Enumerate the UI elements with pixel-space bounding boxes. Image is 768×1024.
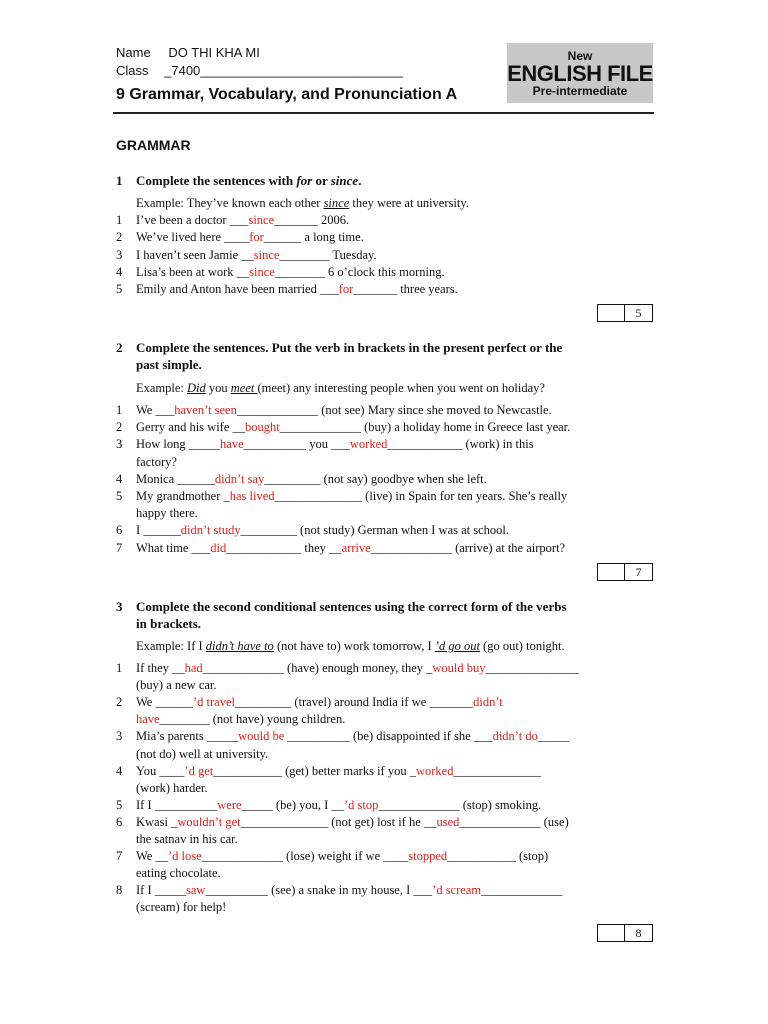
item-text-part: Mia’s parents _____: [136, 729, 239, 744]
q3-item-4: [116, 763, 656, 780]
item-text: [136, 831, 238, 848]
item-number: 2: [116, 695, 123, 710]
q2-item-2: [116, 419, 656, 436]
english-file-logo: [507, 43, 653, 103]
answer-input[interactable]: ’d get: [184, 763, 214, 778]
q1-number: 1: [116, 173, 123, 188]
item-text: [136, 728, 569, 745]
item-text: [136, 882, 562, 899]
q3-item-2: [116, 694, 656, 711]
logo-new: New: [567, 49, 593, 63]
q2-item-6: [116, 522, 656, 539]
q3-item-3-cont: [116, 746, 656, 763]
item-text-part: eating chocolate.: [136, 866, 221, 881]
item-text-part: the satnav in his car.: [136, 832, 238, 846]
item-text: [136, 281, 458, 298]
q2-item-5-cont: [136, 505, 198, 522]
item-text: [136, 212, 349, 229]
q3-heading: 3 Complete the second conditional sentences using the correct form of the verbs in brackets.: [116, 599, 567, 631]
item-text-part: _____________ (not see) Mary since she moved to Newcastle.: [236, 403, 552, 417]
item-text-part: _____________ (arrive) at the airport?: [370, 540, 566, 555]
item-text: [136, 780, 208, 797]
item-text: [136, 711, 345, 728]
item-number: 3: [116, 437, 123, 452]
answer-input[interactable]: have: [136, 712, 160, 727]
answer-input[interactable]: for: [338, 282, 354, 297]
answer-input[interactable]: didn’t: [473, 695, 503, 710]
item-text-part: ______________ (not get) lost if he __: [240, 814, 437, 829]
answer-input[interactable]: for: [249, 230, 264, 245]
q3-item-8: [116, 882, 656, 899]
item-text-part: _____________ (use): [459, 814, 569, 829]
page-title: 9 Grammar, Vocabulary, and Pronunciation A: [116, 86, 458, 103]
item-text-part: Gerry and his wife __: [136, 420, 245, 435]
item-text-part: __________ you ___: [243, 437, 350, 452]
item-number: 8: [116, 883, 123, 898]
item-text: [136, 436, 534, 453]
q3-item-5: [116, 797, 656, 814]
q1-item-4: [116, 264, 656, 281]
answer-input[interactable]: since: [253, 247, 280, 262]
answer-input[interactable]: worked: [349, 437, 388, 452]
item-text-part: __________ (see) a snake in my house, I ___: [205, 883, 433, 898]
item-number: 4: [116, 471, 123, 486]
item-text: [136, 471, 487, 488]
item-text: [136, 677, 217, 694]
logo-sub: Pre-intermediate: [532, 84, 628, 98]
item-text: [136, 899, 226, 916]
item-text-part: ______________: [453, 763, 541, 778]
answer-input[interactable]: did: [210, 540, 227, 555]
q3-item-4-cont: [116, 780, 656, 797]
q1-item-2: [116, 229, 656, 246]
item-text-part: _____: [537, 729, 570, 744]
answer-input[interactable]: ’d scream: [432, 883, 482, 898]
item-text-part: _____________ (have) enough money, they _: [202, 661, 433, 675]
item-text: [136, 522, 509, 539]
item-text-part: I haven’t seen Jamie __: [136, 247, 254, 262]
item-text-part: _________ (not say) goodbye when she left.: [264, 471, 487, 486]
answer-input[interactable]: didn’t study: [180, 523, 241, 538]
item-text-part: You ____: [136, 763, 185, 778]
item-text-part: Monica ______: [136, 471, 215, 486]
item-text: [136, 763, 541, 780]
item-text-part: We __: [136, 849, 168, 864]
q3-item-1-cont: [116, 677, 656, 694]
item-number: 3: [116, 247, 123, 262]
item-text-part: (scream) for help!: [136, 900, 227, 915]
item-number: 4: [116, 264, 123, 279]
answer-input[interactable]: didn’t say: [214, 471, 265, 486]
item-number: 2: [116, 420, 123, 435]
item-text: [136, 814, 569, 831]
item-text: [136, 540, 565, 557]
answer-input[interactable]: didn’t do: [492, 729, 538, 744]
item-text-part: _______ three years.: [353, 282, 458, 297]
item-text-part: We ______: [136, 695, 193, 710]
item-text-part: (buy) a new car.: [136, 678, 217, 693]
name-label: Name: [116, 45, 151, 60]
item-text-part: We’ve lived here ____: [136, 230, 250, 245]
item-text-part: ________ 6 o’clock this morning.: [274, 264, 445, 279]
item-text: [136, 419, 570, 436]
item-text-part: How long _____: [136, 437, 221, 452]
q1-score-box[interactable]: [597, 304, 653, 322]
item-text-part: ___________ (get) better marks if you _: [213, 763, 416, 778]
q2-item-1: [116, 402, 656, 419]
q3-item-3: [116, 728, 656, 745]
answer-input[interactable]: wouldn’t get: [177, 814, 241, 829]
item-text-part: We ___: [136, 403, 175, 417]
class-value[interactable]: _7400____________________________: [164, 63, 403, 78]
q3-item-6-cont: [116, 831, 656, 848]
q3-item-8-cont: [116, 899, 656, 916]
item-number: 7: [116, 540, 123, 555]
answer-input[interactable]: stopped: [408, 849, 448, 864]
item-number: 6: [116, 814, 123, 829]
q3-item-7-cont: [116, 865, 656, 882]
item-text-part: (not do) well at university.: [136, 746, 269, 761]
item-text: [136, 660, 579, 677]
q1-example: Example: They’ve known each other since they were at university.: [136, 196, 469, 210]
q3-score-box[interactable]: [597, 924, 653, 942]
item-text-part: _____________ (buy) a holiday home in Greece last year.: [279, 420, 571, 435]
answer-input[interactable]: arrive: [341, 540, 371, 555]
item-number: 4: [116, 763, 123, 778]
q3-score: 8: [635, 926, 642, 940]
answer-input[interactable]: has lived: [229, 489, 275, 503]
item-text: [136, 488, 567, 505]
answer-input[interactable]: would buy: [432, 661, 486, 675]
q2-item-4: [116, 471, 656, 488]
answer-input[interactable]: were: [217, 797, 242, 812]
item-text-part: I’ve been a doctor ___: [136, 213, 249, 227]
item-text: [136, 402, 552, 419]
item-text-part: I ______: [136, 523, 181, 538]
item-text-part: _______ 2006.: [274, 213, 350, 227]
q2-item-3-cont: [136, 454, 177, 471]
q3-item-1: [116, 660, 656, 677]
logo-main: ENGLISH FILE: [507, 61, 653, 86]
answer-input[interactable]: ’d travel: [192, 695, 235, 710]
q3-item-7: [116, 848, 656, 865]
q1-score: 5: [635, 306, 642, 320]
item-text: [136, 746, 268, 763]
item-text: [136, 247, 377, 264]
item-text-part: My grandmother _: [136, 489, 230, 503]
item-text-part: (work) harder.: [136, 780, 208, 795]
answer-input[interactable]: saw: [186, 883, 206, 898]
item-text-part: _____________ (stop) smoking.: [378, 797, 542, 812]
answer-input[interactable]: used: [436, 814, 460, 829]
answer-input[interactable]: have: [220, 437, 244, 452]
q2-item-3: [116, 436, 656, 453]
item-text-part: ___________ (stop): [447, 849, 549, 864]
item-number: 1: [116, 213, 123, 227]
item-number: 5: [116, 489, 123, 503]
item-text-part: _____________: [481, 883, 563, 898]
q1-item-3: [116, 247, 656, 264]
item-text: [136, 264, 445, 281]
item-text-part: ____________ (work) in this: [387, 437, 534, 452]
item-text-part: _____________ (lose) weight if we ____: [201, 849, 409, 864]
q2-score-box[interactable]: [597, 563, 653, 581]
item-number: 1: [116, 661, 123, 675]
q2-example: Example: Did you meet (meet) any interesting people when you went on holiday?: [136, 381, 545, 395]
item-text: [136, 229, 364, 246]
item-number: 6: [116, 523, 123, 538]
answer-input[interactable]: would be: [238, 729, 285, 744]
item-number: 7: [116, 849, 123, 864]
answer-input[interactable]: ’d stop: [343, 797, 379, 812]
item-text-part: ________ (not have) young children.: [159, 712, 346, 727]
q2-heading: 2 Complete the sentences. Put the verb in brackets in the present perfect or the past simple.: [116, 340, 563, 372]
item-number: 2: [116, 230, 123, 245]
q3-example: Example: If I didn’t have to (not have to) work tomorrow, I ’d go out (go out) tonight.: [136, 639, 565, 653]
item-text-part: ______________ (live) in Spain for ten years. She’s really: [274, 489, 568, 503]
item-text: [136, 694, 503, 711]
item-text-part: _________ (not study) German when I was at school.: [240, 523, 510, 538]
item-text-part: factory?: [136, 454, 177, 469]
answer-input[interactable]: haven’t seen: [174, 403, 237, 417]
item-text-part: ____________ they __: [226, 540, 342, 555]
item-text-part: _______________: [485, 661, 580, 675]
item-number: 5: [116, 282, 123, 297]
item-text-part: ______ a long time.: [263, 230, 364, 245]
item-text-part: ________ Tuesday.: [279, 247, 377, 262]
q1-heading: 1 Complete the sentences with for or since.: [116, 173, 362, 188]
item-number: 1: [116, 403, 123, 417]
student-name[interactable]: DO THI KHA MI: [168, 45, 260, 60]
item-text-part: _________ (travel) around India if we _______: [234, 695, 474, 710]
q2-item-5: [116, 488, 656, 505]
name-row: [116, 45, 260, 60]
q3-number: 3: [116, 599, 123, 614]
header-divider: [113, 112, 654, 114]
item-text-part: happy there.: [136, 506, 198, 521]
q2-score: 7: [635, 565, 642, 579]
item-number: 3: [116, 729, 123, 744]
answer-input[interactable]: since: [249, 264, 275, 279]
item-text-part: _____ (be) you, I __: [241, 797, 344, 812]
item-text-part: If I _____: [136, 883, 186, 898]
q2-number: 2: [116, 340, 123, 355]
class-row: [116, 63, 403, 78]
item-text-part: Kwasi _: [136, 814, 178, 829]
answer-input[interactable]: bought: [245, 420, 280, 435]
answer-input[interactable]: since: [248, 213, 275, 227]
item-text-part: If they __: [136, 661, 185, 675]
q3-item-6: [116, 814, 656, 831]
item-text: [136, 797, 541, 814]
item-text: [136, 848, 548, 865]
item-text: [136, 865, 221, 882]
answer-input[interactable]: worked: [415, 763, 454, 778]
item-number: 5: [116, 797, 123, 812]
item-text-part: What time ___: [136, 540, 211, 555]
item-text-part: Emily and Anton have been married ___: [136, 282, 339, 297]
item-text-part: __________ (be) disappointed if she ___: [284, 729, 493, 744]
q1-item-1: [116, 212, 656, 229]
class-label: Class: [116, 63, 149, 78]
section-title: GRAMMAR: [116, 137, 191, 153]
item-text-part: If I __________: [136, 797, 218, 812]
q1-item-5: [116, 281, 656, 298]
answer-input[interactable]: had: [184, 661, 203, 675]
q2-item-7: [116, 540, 656, 557]
q3-item-2-cont: [116, 711, 656, 728]
answer-input[interactable]: ’d lose: [167, 849, 202, 864]
item-text-part: Lisa’s been at work __: [136, 264, 250, 279]
